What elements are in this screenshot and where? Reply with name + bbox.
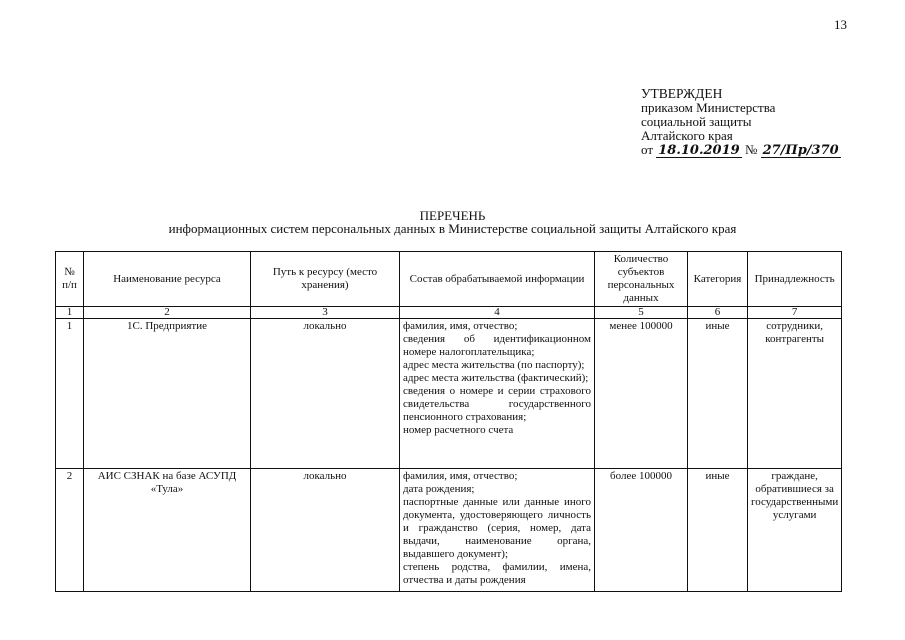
header-owner: Принадлежность	[748, 252, 842, 307]
row-name: АИС СЗНАК на базе АСУПД «Тула»	[84, 469, 251, 592]
approval-line: социальной защиты	[641, 114, 752, 129]
column-number: 5	[595, 307, 688, 319]
document-subtitle: информационных систем персональных данных в Министерстве социальной защиты Алтайского края	[168, 221, 737, 236]
info-item: номер расчетного счета	[403, 424, 514, 436]
info-item: дата рождения;	[403, 483, 475, 495]
number-prefix: №	[744, 142, 758, 157]
handwritten-order-number: 27/Пр/370	[762, 143, 839, 158]
approval-line: Алтайского края	[641, 128, 733, 143]
info-item: степень родства, фамилии, имена, отчества и даты рождения	[403, 561, 591, 586]
info-item: адрес места жительства (по паспорту);	[403, 359, 585, 371]
row-count: менее 100000	[595, 319, 688, 469]
header-info: Состав обрабатываемой информации	[400, 252, 595, 307]
information-systems-table	[55, 251, 842, 592]
column-number: 3	[251, 307, 400, 319]
header-path: Путь к ресурсу (место хранения)	[251, 252, 400, 307]
document-title: ПЕРЕЧЕНЬ	[419, 208, 486, 223]
info-item: сведения об идентификационном номере налогоплательщика;	[403, 333, 591, 358]
row-info	[400, 469, 595, 592]
page-number: 13	[834, 17, 847, 32]
column-number: 7	[748, 307, 842, 319]
info-item: адрес места жительства (фактический);	[403, 372, 589, 384]
row-count: более 100000	[595, 469, 688, 592]
row-num: 2	[56, 469, 84, 592]
row-name: 1С. Предприятие	[84, 319, 251, 469]
column-number: 2	[84, 307, 251, 319]
row-owner: граждане, обратившиеся за государственными услугами	[748, 469, 842, 592]
row-category: иные	[688, 469, 748, 592]
info-item: фамилия, имя, отчество;	[403, 320, 518, 332]
header-name: Наименование ресурса	[84, 252, 251, 307]
row-path: локально	[251, 469, 400, 592]
header-category: Категория	[688, 252, 748, 307]
info-item: фамилия, имя, отчество;	[403, 470, 518, 482]
info-item: паспортные данные или данные иного документа, удостоверяющего личность и гражданство (серия, номер, дата выдачи, наименование органа, выдавшего документ);	[403, 496, 591, 560]
header-count: Количество субъектов персональных данных	[595, 252, 688, 307]
table-row	[56, 469, 842, 592]
handwritten-date: 18.10.2019	[658, 143, 740, 158]
row-category: иные	[688, 319, 748, 469]
row-owner: сотрудники, контрагенты	[748, 319, 842, 469]
column-number: 1	[56, 307, 84, 319]
approval-block	[641, 87, 841, 158]
column-number: 6	[688, 307, 748, 319]
row-info	[400, 319, 595, 469]
date-prefix: от	[641, 142, 654, 157]
header-num: № п/п	[56, 252, 84, 307]
approval-title: УТВЕРЖДЕН	[641, 86, 723, 101]
row-num: 1	[56, 319, 84, 469]
approval-date-line	[641, 143, 841, 158]
info-item: сведения о номере и серии страхового свидетельства государственного пенсионного страхования;	[403, 385, 591, 423]
column-number: 4	[400, 307, 595, 319]
row-path: локально	[251, 319, 400, 469]
table-row	[56, 319, 842, 469]
approval-line: приказом Министерства	[641, 100, 776, 115]
